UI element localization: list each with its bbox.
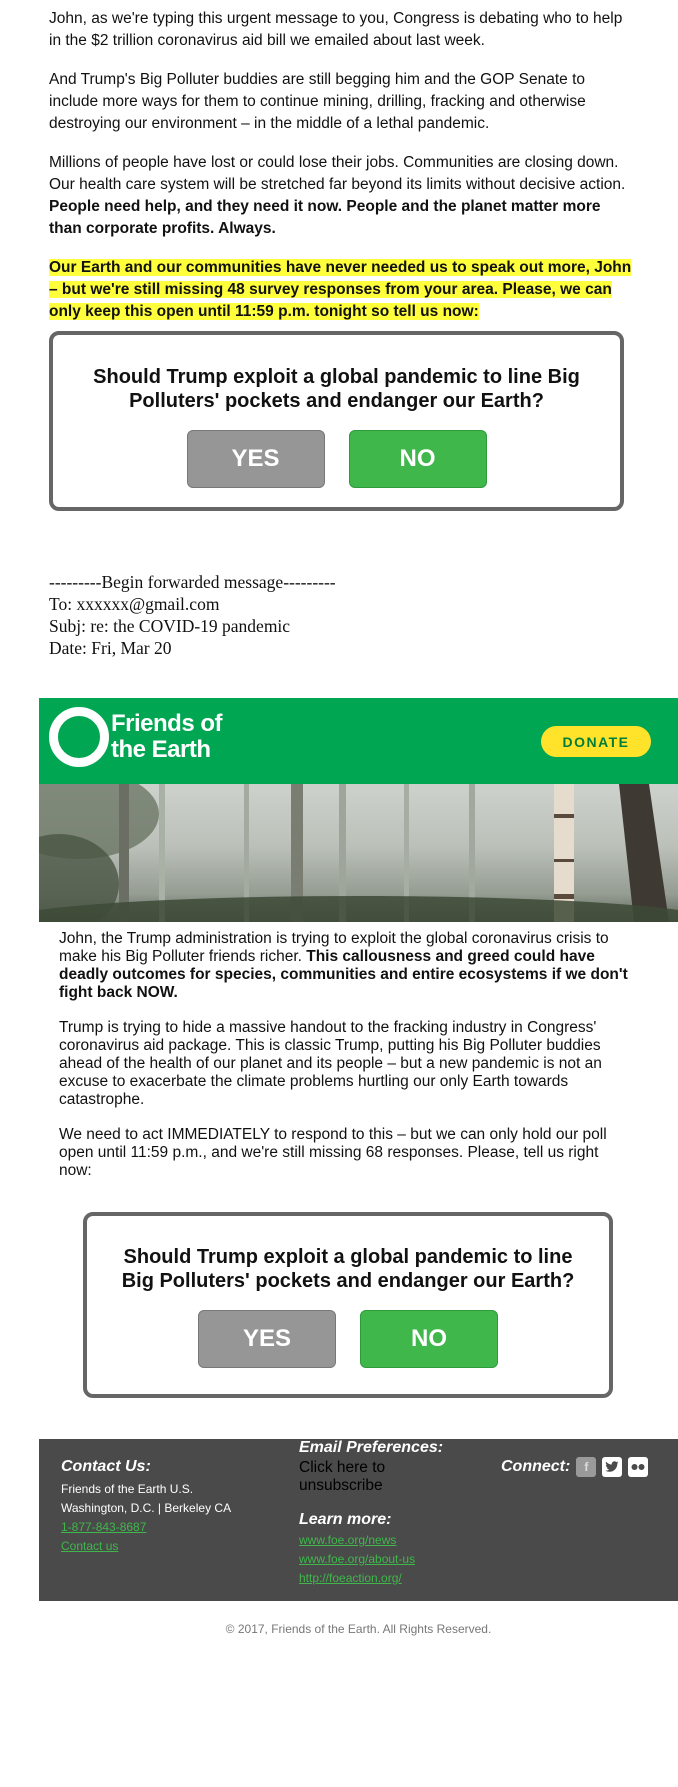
intro-paragraph-3-text: Millions of people have lost or could lose their jobs. Communities are closing down. Our health care system will be stretched far beyond its limits without decisive action. [49,154,626,193]
news-link[interactable]: www.foe.org/news [299,1533,397,1547]
logo-line-2: the Earth [111,736,211,763]
footer-contact [61,1458,281,1556]
footer-connect [501,1457,671,1477]
forest-illustration [39,784,678,922]
poll-buttons [53,430,620,488]
foeaction-link[interactable]: http://foeaction.org/ [299,1571,402,1585]
no-button[interactable]: NO [360,1310,498,1368]
forest-hero-image [39,784,678,922]
logo-ring-icon [49,707,109,767]
highlight-text: Our Earth and our communities have never needed us to speak out more, John – but we're still missing 48 survey responses from your area. Please, we can only keep this open until 11:59 p.m. tonight so tell us now: [49,259,632,320]
poll-question: Should Trump exploit a global pandemic to line Big Polluters' pockets and endanger our Earth? [121,1246,575,1292]
body-paragraph-1-bold: This callousness and greed could have deadly outcomes for species, communities and entire ecosystems if we don't fight back NOW. [59,948,628,1001]
brand-banner [39,698,678,784]
contact-us-link[interactable]: Contact us [61,1539,119,1553]
intro-paragraph-3 [49,152,633,240]
poll-buttons [87,1310,609,1368]
learn-more-heading: Learn more: [299,1511,392,1528]
email-preferences-heading: Email Preferences: [299,1439,444,1456]
friends-of-the-earth-logo[interactable] [49,707,254,775]
donate-button[interactable]: DONATE [541,726,651,757]
forwarded-subject: Subj: re: the COVID-19 pandemic [49,616,291,636]
contact-heading: Contact Us: [61,1458,151,1475]
yes-button[interactable]: YES [198,1310,336,1368]
body-paragraph-3: We need to act IMMEDIATELY to respond to this – but we can only hold our poll open until 11:59 p.m., and we're still missing 68 responses. Please, tell us right now: [59,1126,607,1179]
flickr-icon[interactable] [628,1457,648,1477]
intro-highlight [49,257,633,323]
footer-learn-more [299,1511,499,1588]
forwarded-date: Date: Fri, Mar 20 [49,638,172,658]
copyright: © 2017, Friends of the Earth. All Rights Reserved. [225,1622,492,1636]
body-paragraph-1 [59,930,629,1002]
body-section [59,930,629,1197]
facebook-icon[interactable]: f [576,1457,596,1477]
logo-line-1: Friends of [111,710,223,737]
footer-email-preferences [299,1439,459,1495]
about-us-link[interactable]: www.foe.org/about-us [299,1552,416,1566]
intro-section [49,8,633,340]
intro-paragraph-1: John, as we're typing this urgent message to you, Congress is debating who to help in the $2 trillion coronavirus aid bill we emailed about last week. [49,10,623,49]
intro-paragraph-2: And Trump's Big Polluter buddies are still begging him and the GOP Senate to include more ways for them to continue mining, drilling, fracking and otherwise destroying our environment – in the middle of a lethal pandemic. [49,71,586,132]
yes-button[interactable]: YES [187,430,325,488]
poll-box-top [49,331,624,511]
footer [39,1439,678,1601]
body-paragraph-1-text: John, the Trump administration is trying to exploit the global coronavirus crisis to make his Big Polluter friends richer. [59,930,609,965]
twitter-icon[interactable] [602,1457,622,1477]
forwarded-header [49,571,336,659]
body-paragraph-2: Trump is trying to hide a massive handout to the fracking industry in Congress' coronavirus aid package. This is classic Trump, putting his Big Polluter buddies ahead of the health of our planet and its people – but a new pandemic is not an excuse to exacerbate the climate problems hurtling our only Earth towards catastrophe. [59,1019,602,1108]
org-name: Friends of the Earth U.S. [61,1482,194,1496]
phone-link[interactable]: 1-877-843-8687 [61,1520,147,1534]
intro-paragraph-3-bold: People need help, and they need it now. People and the planet matter more than corporate profits. Always. [49,198,601,237]
no-button[interactable]: NO [349,430,487,488]
connect-heading: Connect: [501,1458,571,1475]
unsubscribe-link[interactable]: Click here to unsubscribe [299,1459,386,1494]
poll-question: Should Trump exploit a global pandemic to line Big Polluters' pockets and endanger our Earth? [93,366,580,412]
org-address: Washington, D.C. | Berkeley CA [61,1501,232,1515]
poll-box-bottom [83,1212,613,1398]
logo-text [111,711,281,763]
forwarded-to: To: xxxxxx@gmail.com [49,594,220,614]
forwarded-begin: ---------Begin forwarded message--------- [49,572,336,592]
